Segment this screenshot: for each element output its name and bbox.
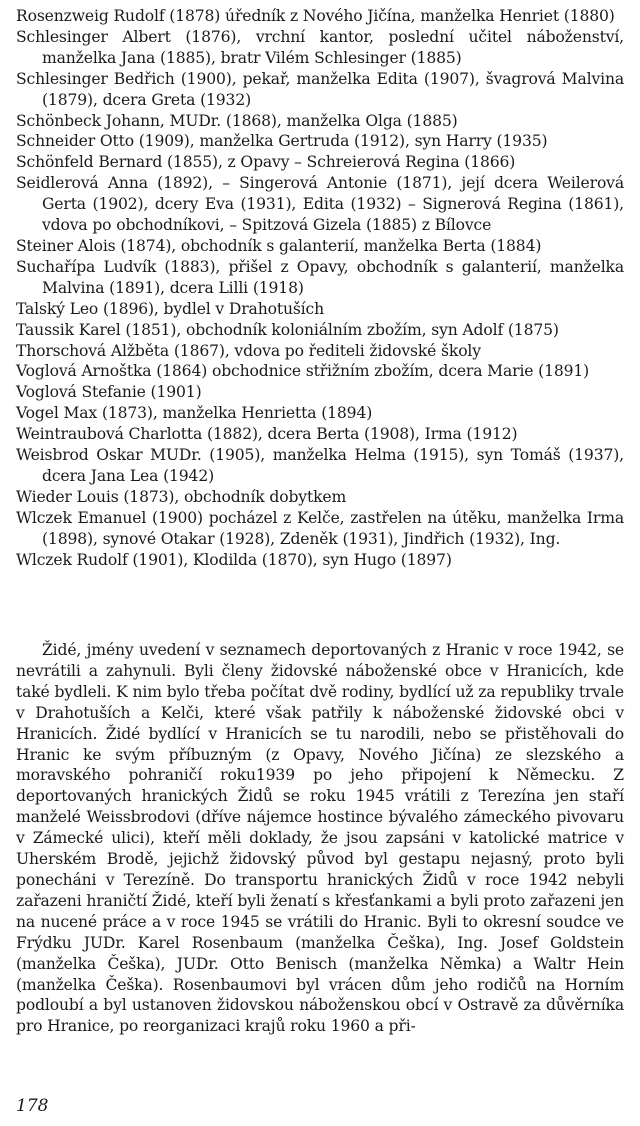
list-item: Schlesinger Bedřich (1900), pekař, manželka Edita (1907), švagrová Malvina (1879), dcera Greta (1932) [16, 69, 624, 109]
list-item: Wlczek Emanuel (1900) pocházel z Kelče, zastřelen na útěku, manželka Irma (1898), synové Otakar (1928), Zdeněk (1931), Jindřich (1932), Ing. [16, 508, 624, 548]
list-item: Taussik Karel (1851), obchodník koloniálním zbožím, syn Adolf (1875) [16, 320, 559, 339]
list-item: Voglová Arnoštka (1864) obchodnice střižním zbožím, dcera Marie (1891) [16, 362, 590, 381]
list-item: Schönfeld Bernard (1855), z Opavy – Schreierová Regina (1866) [16, 153, 516, 172]
list-item: Weisbrod Oskar MUDr. (1905), manželka Helma (1915), syn Tomáš (1937), dcera Jana Lea (1942) [16, 446, 624, 485]
list-item: Rosenzweig Rudolf (1878) úředník z Nového Jičína, manželka Henriet (1880) [16, 7, 615, 25]
list-item: Seidlerová Anna (1892), – Singerová Antonie (1871), její dcera Weilerová Gerta (1902), dcery Eva (1931), Edita (1932) – Signerová Regina (1861), vdova po obchodníkovi, – Spitzová Gizela (1885) z Bílovce [16, 174, 624, 235]
body-text [16, 640, 624, 1037]
list-item: Suchařípa Ludvík (1883), přišel z Opavy, obchodník s galanterií, manželka Malvina (1891), dcera Lilli (1918) [16, 257, 624, 297]
paragraph: Židé, jmény uvedení v seznamech deportovaných z Hranic v roce 1942, se nevrátili a zahynuli. Byli členy židovské náboženské obce v Hranicích, kde také bydleli. K nim bylo třeba počítat dvě rodiny, bydlící už za republiky trvale v Drahotuších a Kelči, které však patřily k náboženské židovské obci v Hranicích. Židé bydlící v Hranicích se tu narodili, nebo se přistěhovali do Hranic ke svým příbuzným (z Opavy, Nového Jičína) ze slezského a moravského pohraničí roku1939 po jeho připojení k Německu. Z deportovaných hranických Židů se roku 1945 vrátili z Terezína jen staří manželé Weissbrodovi (dříve nájemce hostince bývalého zámeckého pivovaru v Zámecké ulici), kteří měli doklady, že jsou zapsáni v katolické matrice v Uherském Brodě, jejichž židovský původ byl gestapu nejasný, proto byli ponecháni v Terezíně. Do transportu hranických Židů v roce 1942 nebyli zařazeni hraničtí Židé, kteří byli ženatí s křesťankami a byli proto zařazeni jen na nucené práce a v roce 1945 se vrátili do Hranic. Byli to okresní soudce ve Frýdku JUDr. Karel Rosenbaum (manželka Češka), Ing. Josef Goldstein (manželka Češka), JUDr. Otto Benisch (manželka Němka) a Waltr Hein (manželka Češka). Rosenbaumovi byl vrácen dům jeho rodičů na Horním podloubí a byl ustanoven židovskou náboženskou obcí v Ostravě za důvěrníka pro Hranice, po reorganizaci krajů roku 1960 a při- [16, 641, 624, 1036]
list-item: Schlesinger Albert (1876), vrchní kantor, poslední učitel náboženství, manželka Jana (1885), bratr Vilém Schlesinger (1885) [16, 27, 624, 67]
list-item: Thorschová Alžběta (1867), vdova po řediteli židovské školy [16, 341, 481, 360]
page-number: 178 [16, 1096, 49, 1116]
list-item: Voglová Stefanie (1901) [16, 383, 202, 402]
list-item: Wlczek Rudolf (1901), Klodilda (1870), syn Hugo (1897) [16, 550, 452, 569]
list-item: Weintraubová Charlotta (1882), dcera Berta (1908), Irma (1912) [16, 425, 518, 444]
list-item: Schneider Otto (1909), manželka Gertruda (1912), syn Harry (1935) [16, 132, 548, 151]
list-item: Schönbeck Johann, MUDr. (1868), manželka Olga (1885) [16, 111, 458, 130]
list-item: Talský Leo (1896), bydlel v Drahotuších [16, 299, 324, 318]
list-item: Vogel Max (1873), manželka Henrietta (1894) [16, 404, 373, 423]
list-item: Wieder Louis (1873), obchodník dobytkem [16, 487, 347, 506]
name-list [16, 6, 624, 570]
list-item: Steiner Alois (1874), obchodník s galanterií, manželka Berta (1884) [16, 236, 542, 255]
